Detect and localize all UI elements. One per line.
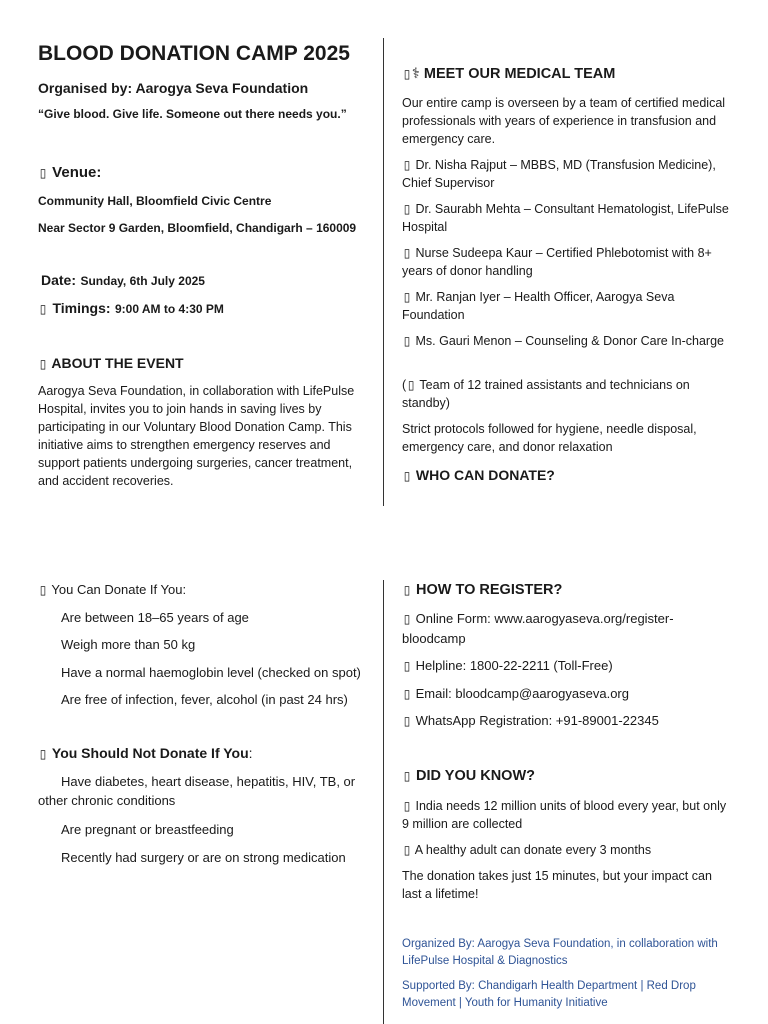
who-heading: WHO CAN DONATE? bbox=[415, 467, 555, 483]
phone-icon: ▯ bbox=[403, 659, 411, 673]
page-title: BLOOD DONATION CAMP 2025 bbox=[38, 42, 350, 65]
cannot-donate-heading-line: ▯ You Should Not Donate If You: bbox=[39, 744, 253, 761]
eligibility-section bbox=[38, 580, 368, 868]
team-member: ▯ Dr. Nisha Rajput – MBBS, MD (Transfusion Medicine), Chief Supervisor bbox=[402, 158, 716, 190]
date-label: Date: bbox=[41, 272, 77, 288]
map-pin-icon: ▯ bbox=[39, 166, 47, 180]
timings-label: Timings: bbox=[52, 300, 111, 316]
team-member: ▯ Ms. Gauri Menon – Counseling & Donor Care In-charge bbox=[403, 334, 724, 348]
nurse-icon: ▯ bbox=[403, 246, 411, 260]
column-divider-bottom bbox=[383, 580, 384, 1024]
lightbulb-icon: ▯ bbox=[403, 768, 411, 783]
date-value: Sunday, 6th July 2025 bbox=[80, 274, 205, 288]
list-item: Are between 18–65 years of age bbox=[61, 609, 249, 625]
can-donate-heading-line bbox=[38, 580, 368, 600]
team-protocols: Strict protocols followed for hygiene, needle disposal, emergency care, and donor relaxation bbox=[402, 422, 697, 454]
fact-item: The donation takes just 15 minutes, but your impact can last a lifetime! bbox=[402, 868, 712, 901]
stats-icon: ▯ bbox=[403, 798, 411, 813]
register-section bbox=[402, 581, 727, 1012]
fact-item: ▯ India needs 12 million units of blood every year, but only 9 million are collected bbox=[402, 798, 727, 831]
venue-heading: Venue: bbox=[52, 164, 102, 181]
caduceus-icon: ⚕ bbox=[412, 66, 420, 82]
register-item: ▯ WhatsApp Registration: +91-89001-22345 bbox=[403, 713, 659, 728]
venue-line-2: Near Sector 9 Garden, Bloomfield, Chandigarh – 160009 bbox=[38, 221, 357, 235]
register-item: ▯ Helpline: 1800-22-2211 (Toll-Free) bbox=[403, 658, 613, 673]
team-group-icon: ▯ bbox=[407, 378, 415, 392]
doctor-icon: ▯ bbox=[403, 202, 411, 216]
timings-value: 9:00 AM to 4:30 PM bbox=[114, 302, 224, 316]
organiser-line: Organised by: Aarogya Seva Foundation bbox=[38, 80, 309, 96]
cannot-donate-heading: You Should Not Donate If You bbox=[51, 744, 249, 761]
list-item: Are pregnant or breastfeeding bbox=[61, 821, 234, 837]
officer-icon: ▯ bbox=[403, 290, 411, 304]
list-item: Have diabetes, heart disease, hepatitis, HIV, TB, or other chronic conditions bbox=[38, 773, 356, 808]
venue-section bbox=[38, 163, 373, 236]
can-donate-heading: You Can Donate If You: bbox=[51, 582, 187, 597]
whatsapp-icon: ▯ bbox=[403, 714, 411, 728]
list-item: Have a normal haemoglobin level (checked on spot) bbox=[61, 664, 361, 680]
date-line bbox=[41, 271, 376, 290]
register-item: ▯ Email: bloodcamp@aarogyaseva.org bbox=[403, 685, 629, 701]
question-icon: ▯ bbox=[403, 469, 411, 483]
team-assistants: ( ▯ Team of 12 trained assistants and technicians on standby) bbox=[402, 378, 690, 410]
clipboard-icon: ▯ bbox=[403, 583, 411, 597]
about-text: Aarogya Seva Foundation, in collaboration with LifePulse Hospital, invites you to join hands in saving lives by participating in our Voluntary Blood Donation Camp. This initiative aims to strengthen emergency reserves and support patients undergoing surgeries, cancer treatment, and accident recoveries. bbox=[38, 384, 355, 488]
drop-icon: ▯ bbox=[403, 842, 411, 857]
list-item: Recently had surgery or are on strong medication bbox=[61, 850, 346, 865]
cross-icon: ▯ bbox=[39, 746, 47, 761]
team-heading: MEET OUR MEDICAL TEAM bbox=[423, 66, 616, 82]
organized-by: Organized By: Aarogya Seva Foundation, in collaboration with LifePulse Hospital & Diagnostics bbox=[402, 937, 718, 967]
counselor-icon: ▯ bbox=[403, 334, 411, 348]
about-section bbox=[38, 354, 364, 490]
register-heading: HOW TO REGISTER? bbox=[416, 582, 563, 598]
column-divider-top bbox=[383, 38, 384, 506]
list-item: Are free of infection, fever, alcohol (in past 24 hrs) bbox=[61, 692, 348, 707]
team-intro: Our entire camp is overseen by a team of certified medical professionals with years of experience in transfusion and emergency care. bbox=[402, 96, 726, 146]
info-icon: ▯ bbox=[39, 357, 47, 371]
team-member: ▯ Dr. Saurabh Mehta – Consultant Hematologist, LifePulse Hospital bbox=[402, 202, 729, 234]
list-item: Weigh more than 50 kg bbox=[61, 637, 196, 652]
team-member: ▯ Nurse Sudeepa Kaur – Certified Phlebotomist with 8+ years of donor handling bbox=[402, 246, 712, 278]
supported-by: Supported By: Chandigarh Health Department | Red Drop Movement | Youth for Humanity Initiative bbox=[402, 979, 696, 1009]
check-icon: ▯ bbox=[39, 583, 47, 597]
about-heading: ABOUT THE EVENT bbox=[51, 355, 184, 371]
clock-icon: ▯ bbox=[39, 302, 47, 316]
register-item: ▯ Online Form: www.aarogyaseva.org/register-bloodcamp bbox=[402, 611, 674, 646]
email-icon: ▯ bbox=[403, 686, 411, 701]
team-member: ▯ Mr. Ranjan Iyer – Health Officer, Aarogya Seva Foundation bbox=[402, 290, 675, 322]
header-section bbox=[38, 41, 373, 122]
fact-item: ▯ A healthy adult can donate every 3 months bbox=[403, 842, 652, 857]
globe-icon: ▯ bbox=[403, 612, 411, 626]
timings-line bbox=[38, 299, 373, 318]
facts-heading: DID YOU KNOW? bbox=[416, 767, 535, 784]
team-icon: ▯ bbox=[403, 67, 411, 81]
tagline: “Give blood. Give life. Someone out there needs you.” bbox=[38, 107, 347, 121]
team-section bbox=[402, 65, 732, 485]
doctor-icon: ▯ bbox=[403, 158, 411, 172]
venue-line-1: Community Hall, Bloomfield Civic Centre bbox=[38, 194, 272, 208]
